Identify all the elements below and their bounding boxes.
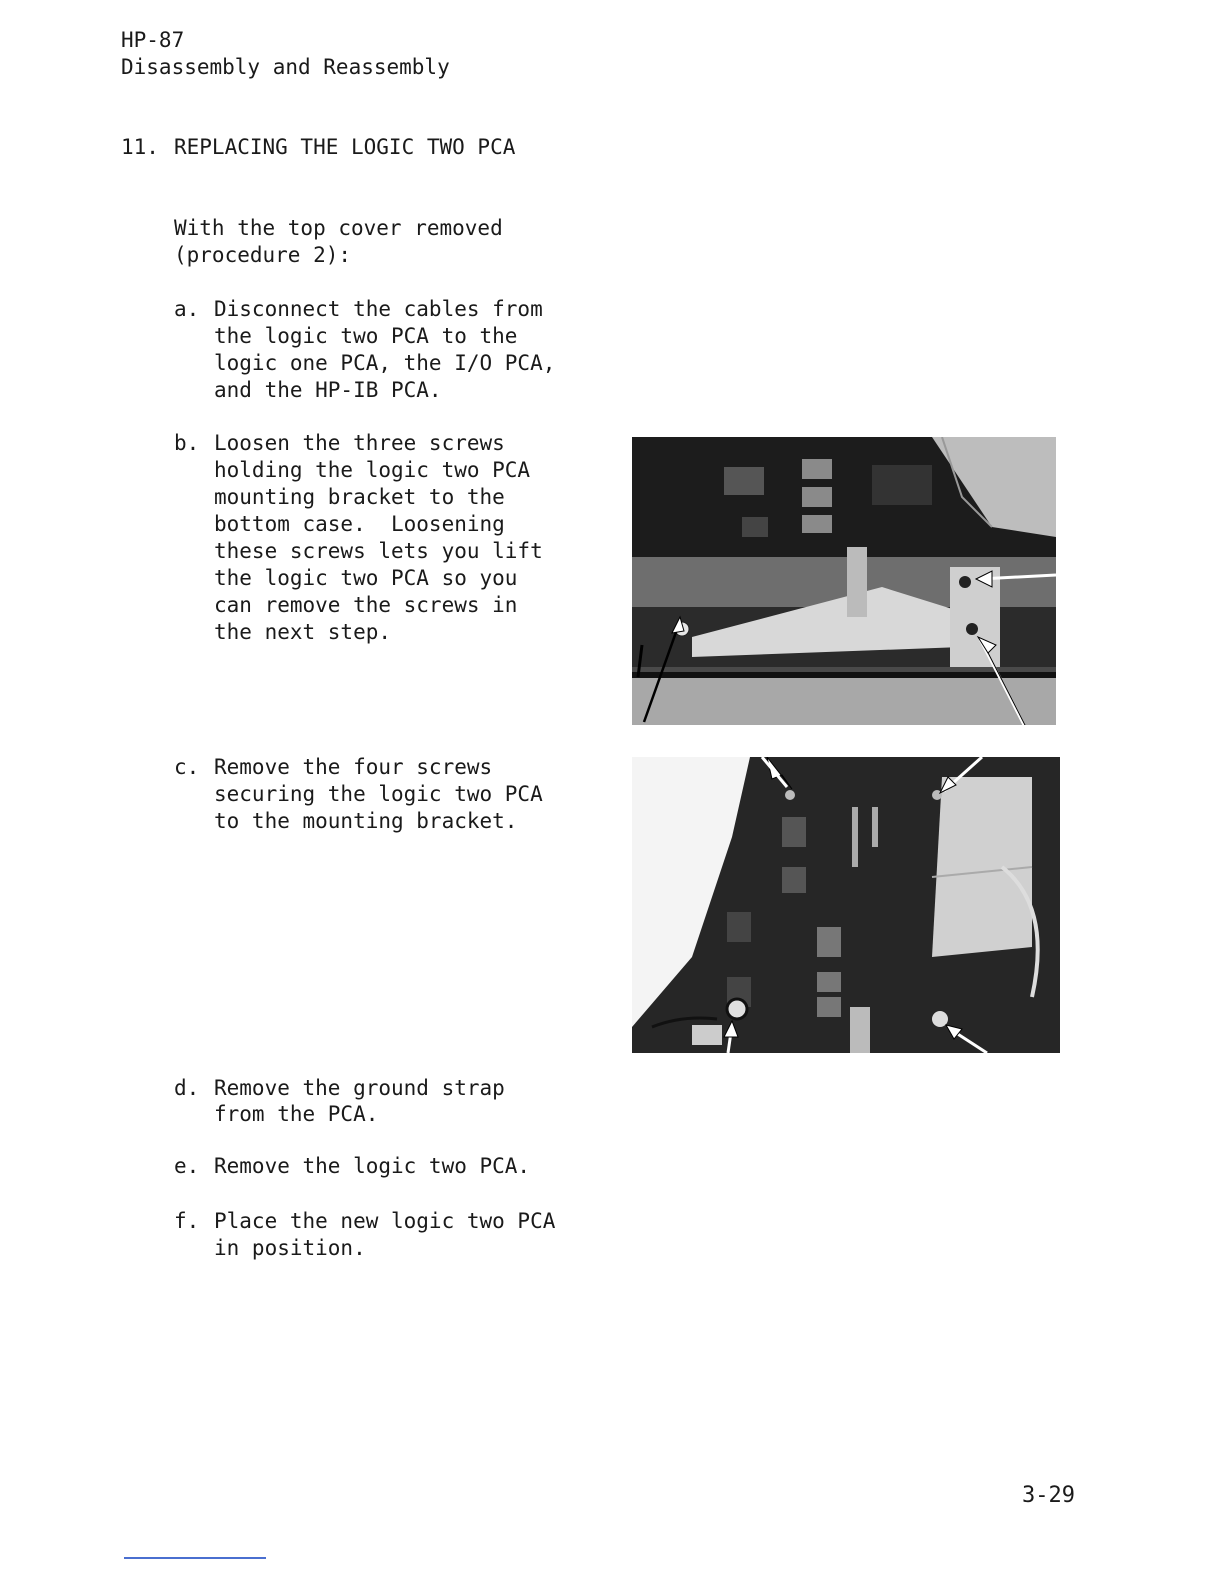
footer-rule (124, 1557, 266, 1559)
step-d-line: Remove the ground strap (214, 1076, 505, 1100)
step-b-line: the logic two PCA so you (214, 566, 518, 590)
step-b-line: can remove the screws in (214, 593, 518, 617)
bracket-screws-photo (632, 437, 1056, 725)
step-e-letter: e. (174, 1154, 200, 1178)
step-e-line: Remove the logic two PCA. (214, 1154, 531, 1178)
step-c-letter: c. (174, 755, 200, 779)
step-b-line: Loosen the three screws (214, 431, 505, 455)
step-a-line: and the HP-IB PCA. (214, 378, 442, 402)
step-c-line: Remove the four screws (214, 755, 493, 779)
header-model: HP-87 (121, 28, 185, 52)
page-number: 3-29 (1022, 1483, 1075, 1508)
intro-line: (procedure 2): (174, 243, 352, 267)
step-d-line: from the PCA. (214, 1102, 379, 1126)
step-f-line: in position. (214, 1236, 366, 1260)
step-d-letter: d. (174, 1076, 200, 1100)
step-b-letter: b. (174, 431, 200, 455)
step-b-line: mounting bracket to the (214, 485, 505, 509)
pca-screws-photo (632, 757, 1060, 1053)
section-title: REPLACING THE LOGIC TWO PCA (174, 135, 516, 159)
step-f-letter: f. (174, 1209, 200, 1233)
step-b-line: bottom case. Loosening (214, 512, 505, 536)
step-c-line: to the mounting bracket. (214, 809, 518, 833)
step-a-line: logic one PCA, the I/O PCA, (214, 351, 556, 375)
section-number: 11. (121, 135, 159, 159)
step-a-line: Disconnect the cables from (214, 297, 543, 321)
step-b-line: holding the logic two PCA (214, 458, 531, 482)
intro-line: With the top cover removed (174, 216, 503, 240)
step-b-line: the next step. (214, 620, 392, 644)
header-subtitle: Disassembly and Reassembly (121, 55, 450, 79)
step-a-letter: a. (174, 297, 200, 321)
step-a-line: the logic two PCA to the (214, 324, 518, 348)
step-b-line: these screws lets you lift (214, 539, 543, 563)
step-c-line: securing the logic two PCA (214, 782, 543, 806)
step-f-line: Place the new logic two PCA (214, 1209, 556, 1233)
